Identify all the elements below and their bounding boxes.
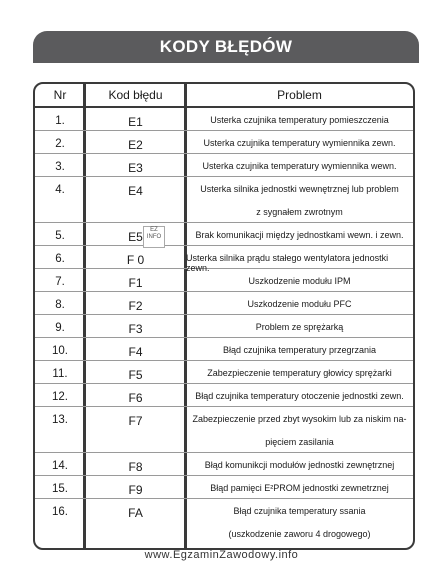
page-title: KODY BŁĘDÓW [159, 37, 293, 56]
row-number: 5. [55, 230, 65, 242]
error-code: F 0 [126, 253, 145, 267]
problem-description [186, 223, 413, 245]
row-number: 13. [52, 414, 68, 426]
error-code: E4 [128, 184, 143, 198]
table-row [35, 154, 413, 177]
problem-line: (uszkodzenie zaworu 4 drogowego) [228, 529, 371, 539]
error-code: F3 [128, 322, 143, 336]
problem-description [186, 246, 413, 273]
row-number: 2. [55, 138, 65, 150]
page-banner [33, 31, 419, 63]
problem-line: Błąd komunikcji modułów jednostki zewnętrznej [204, 460, 395, 470]
table-row [35, 338, 413, 361]
problem-description [186, 338, 413, 360]
error-code: FA [128, 506, 143, 520]
row-number: 8. [55, 299, 65, 311]
problem-line: Usterka silnika jednostki wewnętrznej lub problem [200, 184, 399, 194]
problem-line: pięciem zasilania [265, 437, 334, 447]
problem-description [186, 177, 413, 222]
error-code: E5 [128, 230, 143, 244]
table-row [35, 361, 413, 384]
table-row [35, 499, 413, 545]
error-codes-table [33, 82, 415, 550]
row-number: 11. [52, 368, 68, 380]
table-row [35, 269, 413, 292]
problem-line: Usterka czujnika temperatury pomieszczenia [210, 115, 389, 125]
error-code: F4 [128, 345, 143, 359]
problem-description [186, 315, 413, 337]
problem-line: z sygnałem zwrotnym [256, 207, 343, 217]
problem-description [186, 131, 413, 153]
row-number: 15. [52, 483, 68, 495]
error-code: F5 [128, 368, 143, 382]
problem-line: Błąd czujnika temperatury przegrzania [222, 345, 377, 355]
row-number: 9. [55, 322, 65, 334]
error-code: F6 [128, 391, 143, 405]
row-number: 6. [55, 253, 65, 265]
problem-line: Błąd czujnika temperatury ssania [233, 506, 366, 516]
table-row [35, 315, 413, 338]
table-row [35, 177, 413, 223]
problem-line: Błąd czujnika temperatury otoczenie jednostki zewn. [195, 391, 404, 401]
header-kod: Kod błędu [108, 88, 163, 102]
problem-description [186, 108, 413, 130]
table-row [35, 246, 413, 273]
error-code: F2 [128, 299, 143, 313]
problem-line: Usterka silnika prądu stałego wentylatora jednostki zewn. [186, 253, 389, 273]
problem-line: Uszkodzenie modułu IPM [248, 276, 351, 286]
table-row [35, 108, 413, 131]
table-row [35, 476, 413, 499]
error-code: E3 [128, 161, 143, 175]
problem-description [186, 292, 413, 314]
problem-line: Błąd pamięci E²PROM jednostki zewnetrznej [210, 483, 389, 493]
problem-description [186, 384, 413, 406]
row-number: 10. [52, 345, 68, 357]
row-number: 4. [55, 184, 65, 196]
problem-line: Usterka czujnika temperatury wymiennika wewn. [202, 161, 397, 171]
problem-description [186, 269, 413, 291]
site-watermark: www.EgzaminZawodowy.info [144, 549, 299, 561]
table-header [35, 84, 413, 108]
problem-line: Usterka czujnika temperatury wymiennika zewn. [203, 138, 396, 148]
problem-description [186, 499, 413, 545]
problem-description [186, 407, 413, 452]
row-number: 3. [55, 161, 65, 173]
row-number: 1. [55, 115, 65, 127]
problem-line: Uszkodzenie modułu PFC [247, 299, 352, 309]
problem-description [186, 154, 413, 176]
row-number: 16. [52, 506, 68, 518]
table-row [35, 131, 413, 154]
problem-description [186, 361, 413, 383]
problem-line: Zabezpieczenie temperatury głowicy sprężarki [207, 368, 392, 378]
error-code: E1 [128, 115, 143, 129]
row-number: 14. [52, 460, 68, 472]
table-row [35, 384, 413, 407]
problem-line: Zabezpieczenie przed zbyt wysokim lub za niskim na- [192, 414, 407, 424]
header-problem: Problem [277, 88, 322, 102]
table-row [35, 453, 413, 476]
row-number: 12. [52, 391, 68, 403]
error-code: F8 [128, 460, 143, 474]
header-nr: Nr [53, 88, 67, 102]
table-row [35, 407, 413, 453]
table-row [35, 292, 413, 315]
problem-line: Problem ze sprężarką [255, 322, 344, 332]
row-number: 7. [55, 276, 65, 288]
ez-info-stamp: EZ INFO [143, 226, 165, 248]
problem-line: Brak komunikacji między jednostkami wewn. i zewn. [195, 230, 404, 240]
error-code: F9 [128, 483, 143, 497]
error-code: F1 [128, 276, 143, 290]
problem-description [186, 476, 413, 498]
table-row [35, 223, 413, 246]
table-body [35, 108, 413, 545]
error-code: E2 [128, 138, 143, 152]
error-code: F7 [128, 414, 143, 428]
problem-description [186, 453, 413, 475]
